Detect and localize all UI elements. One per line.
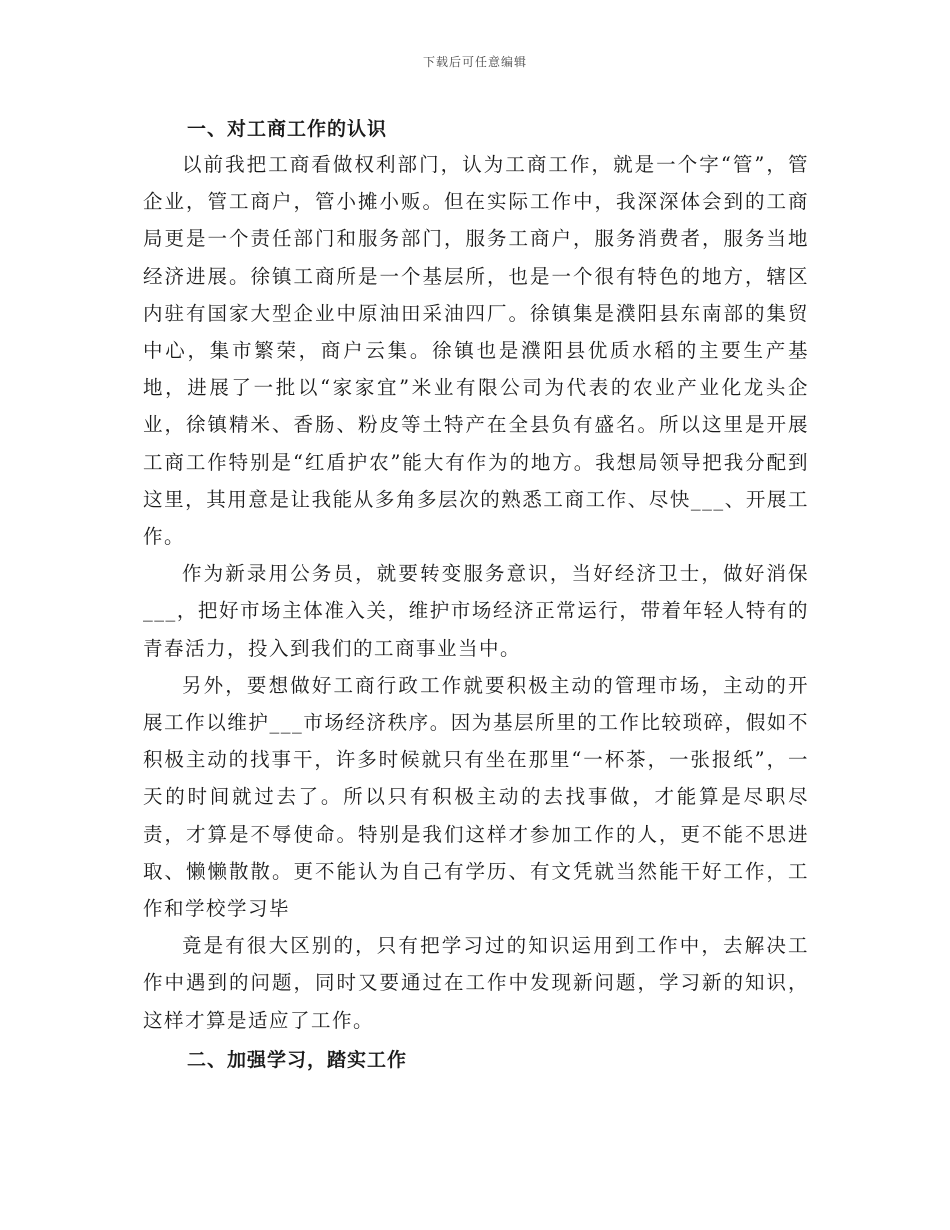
paragraph-1: 以前我把工商看做权利部门，认为工商工作，就是一个字“管”，管企业，管工商户，管小摊小贩。但在实际工作中，我深深体会到的工商局更是一个责任部门和服务部门，服务工商户，服务消费者，服务当地经济进展。徐镇工商所是一个基层所，也是一个很有特色的地方，辖区内驻有国家大型企业中原油田采油四厂。徐镇集是濮阳县东南部的集贸中心，集市繁荣，商户云集。徐镇也是濮阳县优质水稻的主要生产基地，进展了一批以“家家宜”米业有限公司为代表的农业产业化龙头企业，徐镇精米、香肠、粉皮等土特产在全县负有盛名。所以这里是开展工商工作特别是“红盾护农”能大有作为的地方。我想局领导把我分配到这里，其用意是让我能从多角多层次的熟悉工商工作、尽快___、开展工作。 xyxy=(143,153,809,549)
paragraph-3: 另外，要想做好工商行政工作就要积极主动的管理市场，主动的开展工作以维护___市场经济秩序。因为基层所里的工作比较琐碎，假如不积极主动的找事干，许多时候就只有坐在那里“一杯茶，一张报纸”，一天的时间就过去了。所以只有积极主动的去找事做，才能算是尽职尽责，才算是不辱使命。特别是我们这样才参加工作的人，更不能不思进取、懒懒散散。更不能认为自己有学历、有文凭就当然能干好工作，工作和学校学习毕 xyxy=(143,673,809,921)
section-heading-1: 一、对工商工作的认识 xyxy=(187,118,388,140)
page-header-note: 下载后可任意编辑 xyxy=(422,55,527,69)
paragraph-4: 竟是有很大区别的，只有把学习过的知识运用到工作中，去解决工作中遇到的问题，同时又要通过在工作中发现新问题，学习新的知识，这样才算是适应了工作。 xyxy=(143,934,809,1032)
paragraph-2: 作为新录用公务员，就要转变服务意识，当好经济卫士，做好消保___，把好市场主体准入关，维护市场经济正常运行，带着年轻人特有的青春活力，投入到我们的工商事业当中。 xyxy=(143,562,809,660)
document-body xyxy=(143,112,809,1077)
section-heading-2: 二、加强学习，踏实工作 xyxy=(187,1048,408,1071)
